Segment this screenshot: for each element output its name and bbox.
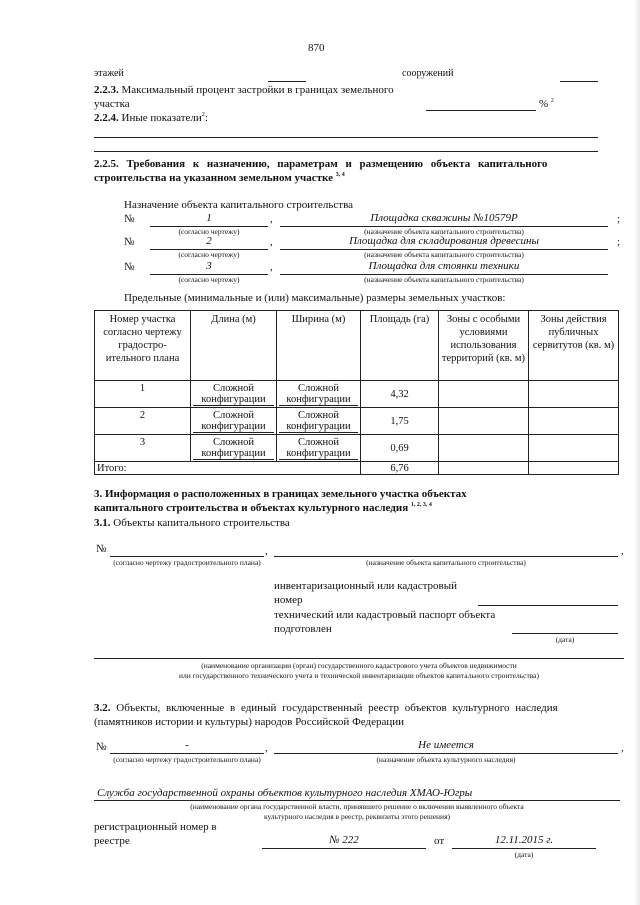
s32-date-caption: (дата) (514, 850, 534, 859)
purpose-name-2: Площадка для складирования древесины (349, 235, 539, 247)
s32-date: 12.11.2015 г. (494, 834, 554, 846)
cell-no: 1 (95, 381, 191, 408)
s32-number-line (110, 753, 264, 754)
section-2-2-5-title: 2.2.5. Требования к назначению, параметрам и размещению объекта капитального (94, 158, 548, 170)
s32-auth-caption-2: культурного наследия в реестр, реквизиты этого решения) (263, 812, 451, 821)
s31-org-caption-2: или государственного технического учета и технической инвентаризации объектов капитального строительства) (178, 671, 539, 680)
scan-edge (634, 0, 640, 905)
purpose-caption-right-1: (назначение объекта капитального строительства) (364, 227, 524, 236)
cell-width: Сложной конфигурации (277, 381, 361, 408)
purpose-comma-2: , (270, 236, 273, 248)
purpose-num-2: 2 (206, 235, 212, 247)
s32-reg-number-line (262, 848, 426, 849)
col-plot-number: Номер участка согласно чертежу градостро- ительного плана (95, 311, 191, 381)
table-row (95, 435, 619, 462)
cell-special (439, 435, 529, 462)
land-plots-table (94, 310, 619, 475)
col-special-zones: Зоны с особыми условиями использования территорий (кв. м) (439, 311, 529, 381)
col-width: Ширина (м) (277, 311, 361, 381)
total-label: Итого: (95, 462, 361, 475)
s31-purpose-field (274, 556, 618, 557)
s32-no: № (96, 741, 107, 753)
other-indicators-line-1 (94, 137, 598, 138)
section-2-2-3 (94, 84, 394, 96)
structures-label: сооружений (402, 68, 454, 79)
section-3-2-num: 3.2. (94, 702, 111, 714)
table-row (95, 408, 619, 435)
purpose-caption-right-3: (назначение объекта капитального строительства) (364, 275, 524, 284)
cell-area: 1,75 (361, 408, 439, 435)
table-header-row (95, 311, 619, 381)
s31-passport-label-2: подготовлен (274, 623, 332, 635)
s31-inventory-label: инвентаризационный или кадастровый (274, 580, 458, 592)
cell-area: 4,32 (361, 381, 439, 408)
s32-auth-caption: (наименование органа государственной власти, принявшего решение о включении выявленного объекта (190, 802, 524, 811)
s32-value: Не имеется (418, 739, 474, 751)
section-3-2-text-2: (памятников истории и культуры) народов Российской Федерации (94, 716, 405, 728)
cell-no: 3 (95, 435, 191, 462)
s32-reg-label-2: реестре (94, 835, 130, 847)
cell-width: Сложной конфигурации (277, 408, 361, 435)
purpose-caption-right-2: (назначение объекта капитального строительства) (364, 250, 524, 259)
table-total-row (95, 462, 619, 475)
s31-comma: , (265, 545, 268, 557)
cell-length: Сложной конфигурации (191, 381, 277, 408)
col-area: Площадь (га) (361, 311, 439, 381)
s32-date-line (452, 848, 596, 849)
total-area: 6,76 (361, 462, 439, 475)
structures-field (560, 81, 598, 82)
s31-inventory-label-2: номер (274, 594, 303, 606)
s31-caption-right: (назначение объекта капитального строительства) (366, 558, 526, 567)
purpose-name-3: Площадка для стоянки техники (368, 260, 520, 272)
col-servitude-zones: Зоны действия публичных сервитутов (кв. м) (529, 311, 619, 381)
percent-unit: % $^2$ (539, 98, 554, 110)
table-row (95, 381, 619, 408)
s32-reg-number: № 222 (329, 834, 359, 846)
section-2-2-4-text: Иные показатели (121, 112, 202, 124)
s32-caption-left: (согласно чертежу градостроительного плана) (113, 755, 261, 764)
section-3-1-num: 3.1. (94, 517, 111, 529)
section-3-2 (94, 702, 558, 714)
total-servitude (529, 462, 619, 475)
cell-length: Сложной конфигурации (191, 408, 277, 435)
s32-comma: , (265, 742, 268, 754)
purpose-comma-3: , (270, 261, 273, 273)
cell-width: Сложной конфигурации (277, 435, 361, 462)
section-3-title: 3. Информация о расположенных в границах земельного участка объектах (94, 488, 467, 500)
purpose-end-1: ; (617, 213, 621, 225)
s31-passport-label: технический или кадастровый паспорт объекта (274, 609, 496, 621)
other-indicators-line-2 (94, 151, 598, 152)
s32-from: от (434, 835, 445, 847)
section-2-2-4-num: 2.2.4. (94, 112, 119, 124)
section-2-2-3-num: 2.2.3. (94, 84, 119, 96)
cell-servitude (529, 381, 619, 408)
s31-number-field (110, 556, 264, 557)
s31-organization-field (94, 658, 624, 659)
build-percent-field (426, 110, 536, 111)
purpose-caption-left-2: (согласно чертежу) (178, 250, 240, 259)
floors-field (268, 81, 306, 82)
s32-number: - (185, 739, 189, 751)
purpose-no-2: № (124, 236, 135, 248)
section-2-2-4: 2.2.4. Иные показатели$^2$: (94, 112, 208, 124)
section-2-2-3-text-2: участка (94, 98, 130, 110)
s32-reg-label: регистрационный номер в (94, 821, 217, 833)
s31-org-caption: (наименование организации (орган) государственного кадастрового учета объектов недвижимости (201, 661, 517, 670)
s31-date-caption: (дата) (555, 635, 575, 644)
cell-special (439, 381, 529, 408)
purpose-no-1: № (124, 213, 135, 225)
floors-label: этажей (94, 68, 124, 79)
s31-caption-left: (согласно чертежу градостроительного плана) (113, 558, 261, 567)
s31-inventory-field (478, 605, 618, 606)
purpose-caption-left-1: (согласно чертежу) (178, 227, 240, 236)
purpose-caption-left-3: (согласно чертежу) (178, 275, 240, 284)
s32-comma-end: , (621, 742, 624, 754)
section-3-2-text: Объекты, включенные в единый государственный реестр объектов культурного наследия (116, 702, 558, 714)
cell-servitude (529, 408, 619, 435)
total-special (439, 462, 529, 475)
purpose-comma-1: , (270, 213, 273, 225)
cell-length: Сложной конфигурации (191, 435, 277, 462)
cell-no: 2 (95, 408, 191, 435)
purpose-name-1: Площадка скважины №10579Р (370, 212, 518, 224)
limits-label: Предельные (минимальные и (или) максимальные) размеры земельных участков: (124, 292, 506, 304)
s31-comma-end: , (621, 545, 624, 557)
s32-authority-line (94, 800, 620, 801)
purpose-label: Назначение объекта капитального строительства (124, 199, 354, 211)
s32-value-line (274, 753, 618, 754)
purpose-num-3: 3 (206, 260, 212, 272)
page-number: 870 (308, 42, 325, 54)
s31-date-field (512, 633, 618, 634)
cell-area: 0,69 (361, 435, 439, 462)
s32-authority: Служба государственной охраны объектов культурного наследия ХМАО-Югры (97, 787, 473, 799)
cell-servitude (529, 435, 619, 462)
section-3-1 (94, 517, 290, 529)
section-2-2-3-text: Максимальный процент застройки в границах земельного (121, 84, 394, 96)
s31-no: № (96, 543, 107, 555)
purpose-num-1: 1 (206, 212, 212, 224)
section-3-title-2: капитального строительства и объектах культурного наследия $^{1, 2, 3, 4}$ (94, 502, 432, 514)
section-3-1-title: Объекты капитального строительства (113, 517, 290, 529)
section-2-2-5-title-2: строительства на указанном земельном участке $^{3, 4}$ (94, 172, 345, 184)
s32-caption-right: (назначение объекта культурного наследия) (376, 755, 516, 764)
cell-special (439, 408, 529, 435)
purpose-no-3: № (124, 261, 135, 273)
purpose-end-2: ; (617, 236, 621, 248)
col-length: Длина (м) (191, 311, 277, 381)
